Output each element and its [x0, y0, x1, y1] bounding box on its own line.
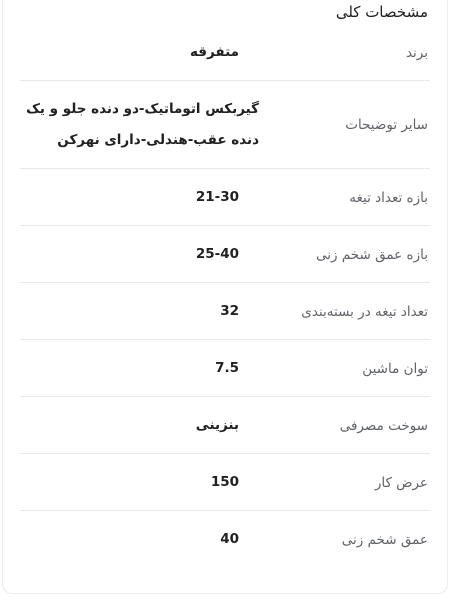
spec-label: عرض کار — [374, 474, 428, 491]
spec-row-plow-depth-range — [3, 226, 447, 283]
spec-row-brand — [3, 24, 447, 81]
spec-value: متفرقه — [189, 44, 239, 60]
spec-value: 25-40 — [195, 246, 239, 262]
spec-value: 21-30 — [195, 189, 239, 205]
spec-value: 40 — [220, 531, 239, 547]
specs-list — [3, 24, 447, 568]
spec-label: بازه تعداد تیغه — [349, 189, 428, 206]
spec-label: سایر توضیحات — [345, 117, 428, 133]
spec-row-machine-power — [3, 340, 447, 397]
spec-value: بنزینی — [195, 417, 239, 433]
spec-row-blade-count-range — [3, 169, 447, 226]
spec-label: تعداد تیغه در بسته‌بندی — [301, 303, 428, 320]
spec-row-fuel-type — [3, 397, 447, 454]
spec-value: 32 — [220, 303, 239, 319]
spec-label: برند — [405, 44, 428, 61]
spec-label: سوخت مصرفی — [339, 417, 428, 434]
spec-row-blades-in-package — [3, 283, 447, 340]
section-title: مشخصات کلی — [335, 3, 428, 21]
spec-value: 150 — [210, 474, 239, 490]
spec-row-working-width — [3, 454, 447, 511]
general-specs-card — [2, 0, 448, 594]
spec-label: بازه عمق شخم زنی — [316, 246, 428, 263]
spec-value: گیربکس اتوماتیک-دو دنده جلو و یک دنده عقب-هندلی-دارای نهرکن — [26, 101, 259, 148]
spec-label: عمق شخم زنی — [341, 531, 428, 548]
spec-value: 7.5 — [215, 360, 239, 376]
spec-row-other-description — [3, 81, 447, 169]
spec-label: توان ماشین — [362, 360, 428, 377]
spec-row-plow-depth — [3, 511, 447, 568]
